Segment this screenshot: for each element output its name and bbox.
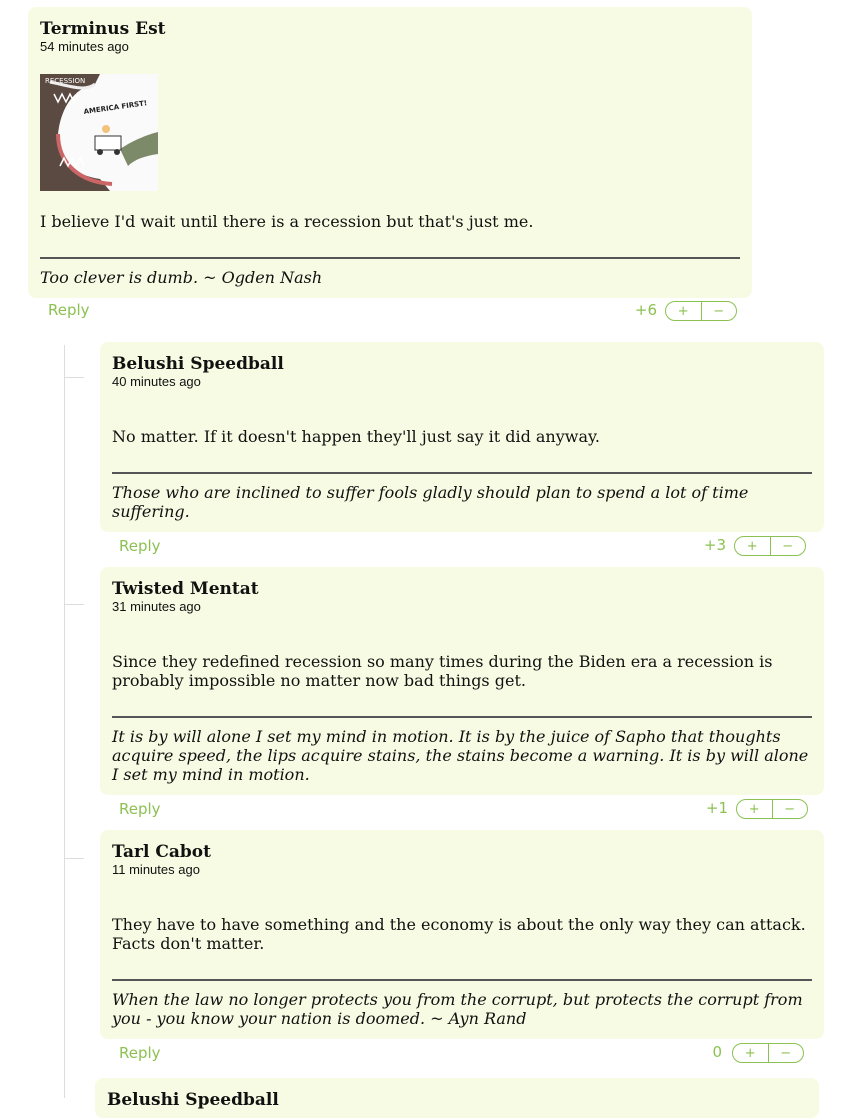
comment-card: [95, 1078, 819, 1118]
comment-card: [100, 342, 824, 532]
comment-card: [100, 830, 824, 1039]
thread-branch: [64, 604, 84, 605]
comment-body: No matter. If it doesn't happen they'll just say it did anyway.: [112, 427, 601, 446]
reply-button[interactable]: Reply: [119, 800, 161, 818]
downvote-button[interactable]: −: [784, 801, 796, 817]
downvote-button[interactable]: −: [713, 303, 725, 319]
thread-line: [64, 345, 65, 1098]
vote-control: [734, 536, 806, 556]
signature-divider: [112, 979, 812, 981]
upvote-button[interactable]: +: [666, 302, 702, 320]
comment-author[interactable]: Belushi Speedball: [112, 354, 284, 374]
cartoon-label-america-first: AMERICA FIRST!: [83, 99, 148, 116]
comment-timestamp[interactable]: 31 minutes ago: [112, 599, 201, 614]
reply-button[interactable]: Reply: [48, 301, 90, 319]
signature-divider: [112, 472, 812, 474]
cartoon-image[interactable]: [40, 74, 158, 191]
vote-score: +6: [634, 301, 657, 319]
comment-signature: Those who are inclined to suffer fools gladly should plan to spend a lot of time suffering.: [112, 483, 749, 521]
upvote-button[interactable]: +: [737, 800, 773, 818]
thread-branch: [64, 858, 84, 859]
signature-divider: [40, 257, 740, 259]
comment-signature: When the law no longer protects you from the corrupt, but protects the corrupt from you - you know your nation is doomed. ~ Ayn Rand: [112, 990, 803, 1028]
vote-control: [736, 799, 808, 819]
upvote-button[interactable]: +: [735, 537, 771, 555]
comment-body: They have to have something and the economy is about the only way they can attack. Facts don't matter.: [112, 915, 806, 953]
comment-card: [100, 567, 824, 795]
comment-author[interactable]: Terminus Est: [40, 19, 166, 39]
comment-card: [28, 7, 752, 298]
downvote-button[interactable]: −: [780, 1045, 792, 1061]
vote-score: +3: [703, 536, 726, 554]
reply-button[interactable]: Reply: [119, 1044, 161, 1062]
comment-author[interactable]: Belushi Speedball: [107, 1090, 279, 1110]
signature-divider: [112, 716, 812, 718]
comment-timestamp[interactable]: 40 minutes ago: [112, 374, 201, 389]
comment-body: Since they redefined recession so many times during the Biden era a recession is probably impossible no matter now bad things get.: [112, 652, 773, 690]
upvote-button[interactable]: +: [733, 1044, 769, 1062]
cartoon-label-recession: RECESSION: [45, 77, 86, 85]
comment-signature: Too clever is dumb. ~ Ogden Nash: [40, 268, 323, 287]
comment-timestamp[interactable]: 11 minutes ago: [112, 862, 200, 877]
vote-score: 0: [712, 1043, 722, 1061]
comment-signature: It is by will alone I set my mind in motion. It is by the juice of Sapho that thoughts acquire speed, the lips acquire stains, the stains become a warning. It is by will alone I set my mind in motion.: [112, 727, 809, 784]
vote-control: [665, 301, 737, 321]
vote-control: [732, 1043, 804, 1063]
comment-author[interactable]: Tarl Cabot: [112, 842, 211, 862]
comment-timestamp[interactable]: 54 minutes ago: [40, 39, 129, 54]
thread-branch: [64, 377, 84, 378]
downvote-button[interactable]: −: [782, 538, 794, 554]
reply-button[interactable]: Reply: [119, 537, 161, 555]
vote-score: +1: [705, 799, 728, 817]
comment-author[interactable]: Twisted Mentat: [112, 579, 259, 599]
comment-body: I believe I'd wait until there is a recession but that's just me.: [40, 212, 534, 231]
